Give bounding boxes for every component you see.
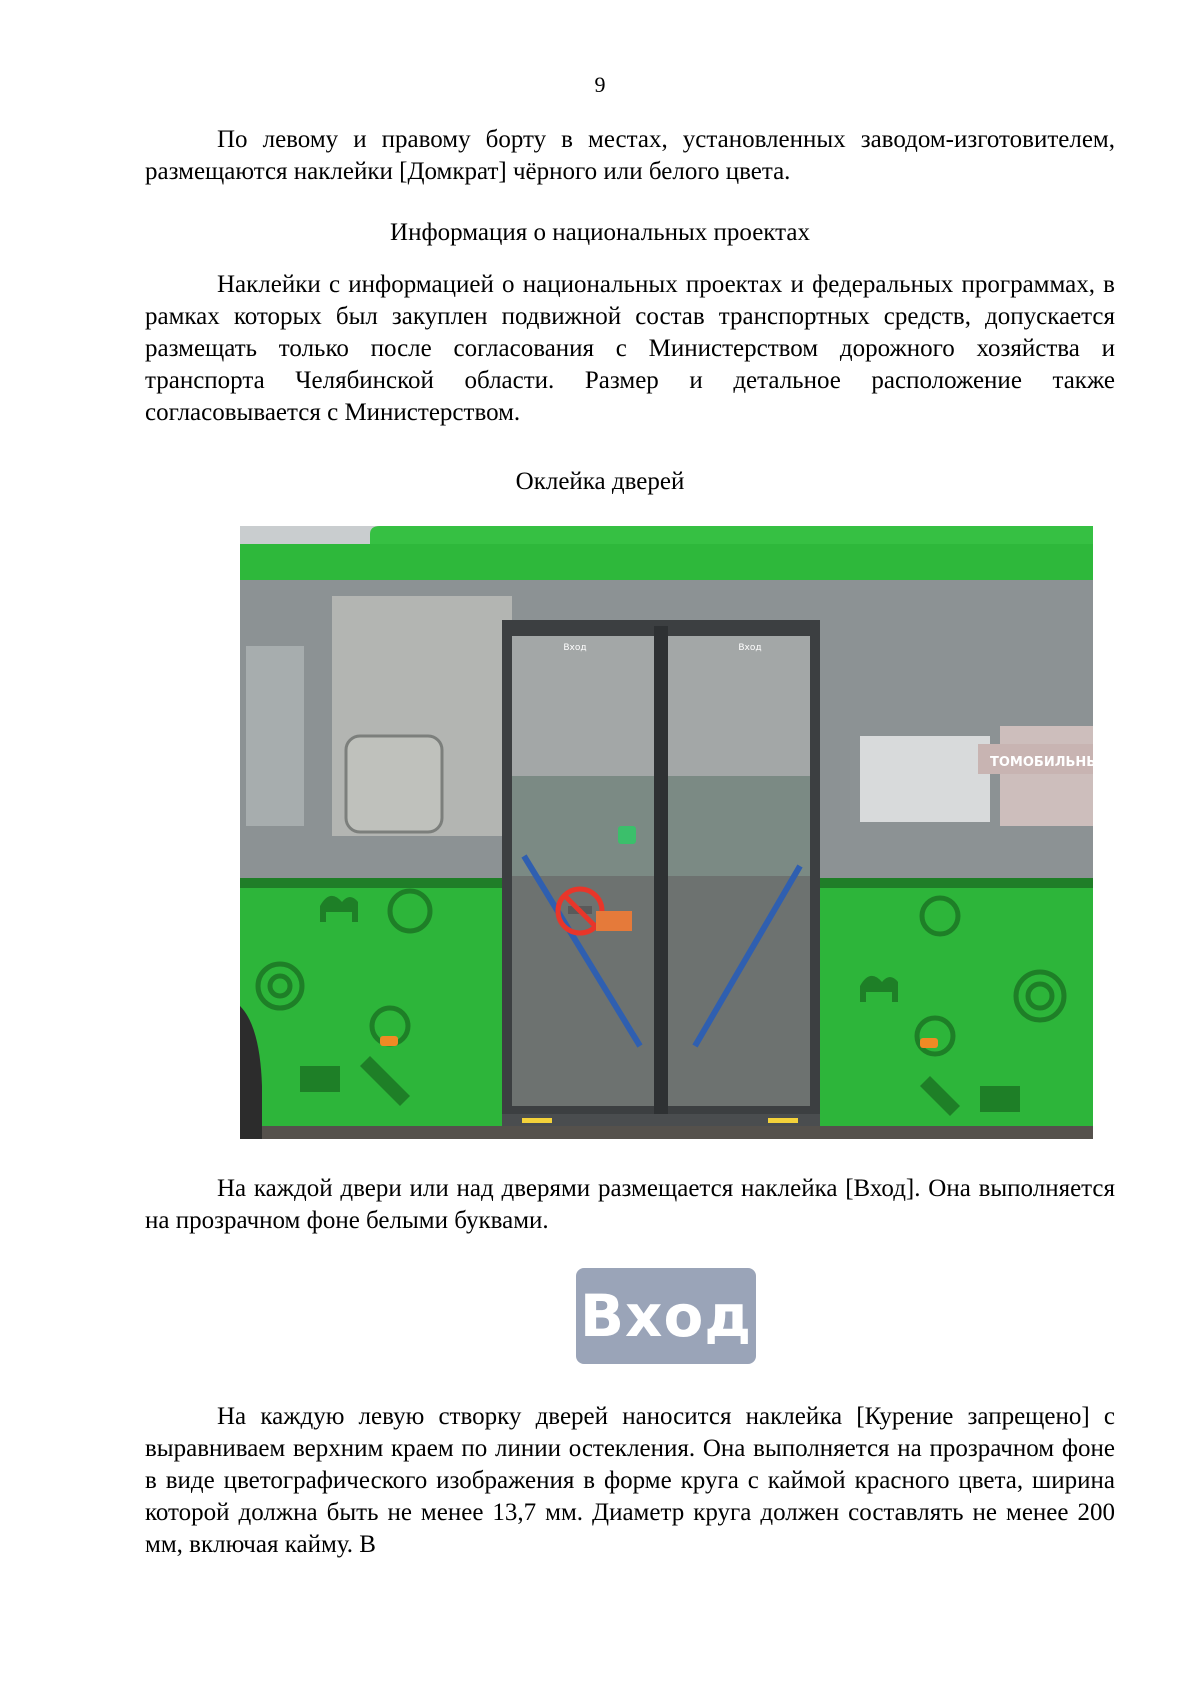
heading-national-projects: Информация о национальных проектах [390, 219, 810, 246]
heading-door-stickers: Оклейка дверей [515, 468, 685, 495]
page-number: 9 [594, 72, 606, 97]
door-label-left: Вход [563, 643, 587, 653]
bg-sign-text: ТОМОБИЛЬНЫЙ КОМПЛЕКС [990, 755, 1200, 770]
bus-door-photo [240, 526, 1200, 1139]
paragraph-national-projects: Наклейки с информацией о национальных проектах и федеральных программах, в рамках которых был закуплен подвижной состав транспортных средств, допускается размещать только после согласования с Министерством дорожного хозяйства и транспорта Челябинской области. Размер и детальное расположение также согласовывается с Министерством. [145, 271, 1115, 426]
paragraph-no-smoking-sticker: На каждую левую створку дверей наносится наклейка [Курение запрещено] с выравниваем верхним краем по линии остекления. Она выполняется на прозрачном фоне в виде цветографического изображения в форме круга с каймой красного цвета, ширина которой должна быть не менее 13,7 мм. Диаметр круга должен составлять не менее 200 мм, включая кайму. В [145, 1403, 1115, 1558]
paragraph-jack-stickers: По левому и правому борту в местах, установленных заводом-изготовителем, размещаются наклейки [Домкрат] чёрного или белого цвета. [145, 126, 1115, 185]
door-label-right: Вход [738, 643, 762, 653]
entrance-sticker-sample: Вход [576, 1268, 756, 1364]
paragraph-entrance-sticker: На каждой двери или над дверями размещается наклейка [Вход]. Она выполняется на прозрачном фоне белыми буквами. [145, 1175, 1115, 1234]
